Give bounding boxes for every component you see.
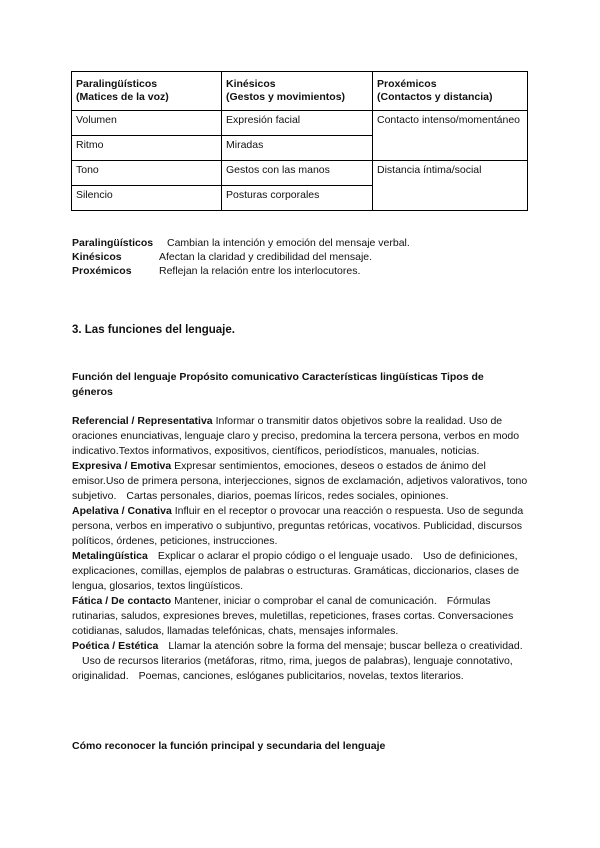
table-cell: Contacto intenso/momentáneo	[373, 111, 528, 161]
table-cell: Expresión facial	[222, 111, 373, 136]
legend-item: Kinésicos Afectan la claridad y credibilidad del mensaje.	[72, 251, 373, 263]
table-header-cell: Kinésicos (Gestos y movimientos)	[222, 72, 373, 111]
table-row	[72, 161, 528, 186]
list-item: Metalingüística Explicar o aclarar el propio código o el lenguaje usado. Uso de definiciones, explicaciones, comillas, ejemplos de palabras o estructuras. Gramáticas, diccionarios, clases de lengua, glosarios, textos lingüísticos.	[72, 550, 520, 592]
table-cell: Volumen	[72, 111, 222, 136]
table-cell: Distancia íntima/social	[373, 161, 528, 211]
functions-header: Función del lenguaje Propósito comunicativo Características lingüísticas Tipos de géneros	[72, 371, 484, 398]
list-item: Poética / Estética Llamar la atención sobre la forma del mensaje; buscar belleza o creatividad.Uso de recursos literarios (metáforas, ritmo, rima, juegos de palabras), lenguaje connotativo, originalidad. Poemas, canciones, eslóganes publicitarios, novelas, textos literarios.	[72, 640, 523, 682]
table-header-cell: Paralingüísticos (Matices de la voz)	[72, 72, 222, 111]
legend-item: Proxémicos Reflejan la relación entre los interlocutores.	[72, 265, 361, 277]
table-cell: Silencio	[72, 186, 222, 211]
closing-heading: Cómo reconocer la función principal y secundaria del lenguaje	[72, 740, 386, 752]
table-cell: Gestos con las manos	[222, 161, 373, 186]
nonverbal-communication-table	[71, 71, 528, 211]
table-cell: Miradas	[222, 136, 373, 161]
list-item: Expresiva / Emotiva Expresar sentimientos, emociones, deseos o estados de ánimo del emisor.Uso de primera persona, interjecciones, signos de exclamación, adjetivos valorativos, tono subjetivo. Cartas personales, diarios, poemas líricos, redes sociales, opiniones.	[72, 460, 528, 502]
section-title: 3. Las funciones del lenguaje.	[72, 324, 235, 336]
list-item: Referencial / Representativa Informar o transmitir datos objetivos sobre la realidad. Uso de oraciones enunciativas, lenguaje claro y preciso, predomina la tercera persona, verbos en modo indicativo.Textos informativos, expositivos, científicos, periodísticos, manuales, noticias.	[72, 415, 520, 457]
table-cell: Tono	[72, 161, 222, 186]
table-header-cell: Proxémicos (Contactos y distancia)	[373, 72, 528, 111]
list-item: Fática / De contacto Mantener, iniciar o comprobar el canal de comunicación. Fórmulas rutinarias, saludos, expresiones breves, muletillas, repeticiones, frases cortas. Conversaciones cotidianas, saludos, llamadas telefónicas, chats, mensajes informales.	[72, 595, 514, 637]
table-row	[72, 111, 528, 136]
list-item: Apelativa / Conativa Influir en el receptor o provocar una reacción o respuesta. Uso de segunda persona, verbos en imperativo o subjuntivo, preguntas retóricas, vocativos. Publicidad, discursos políticos, órdenes, peticiones, instrucciones.	[72, 505, 524, 547]
table-header-row	[72, 72, 528, 111]
legend-item: Paralingüísticos Cambian la intención y emoción del mensaje verbal.	[72, 237, 410, 249]
table-legend	[72, 236, 410, 278]
table-cell: Ritmo	[72, 136, 222, 161]
functions-list	[72, 414, 528, 684]
table-cell: Posturas corporales	[222, 186, 373, 211]
